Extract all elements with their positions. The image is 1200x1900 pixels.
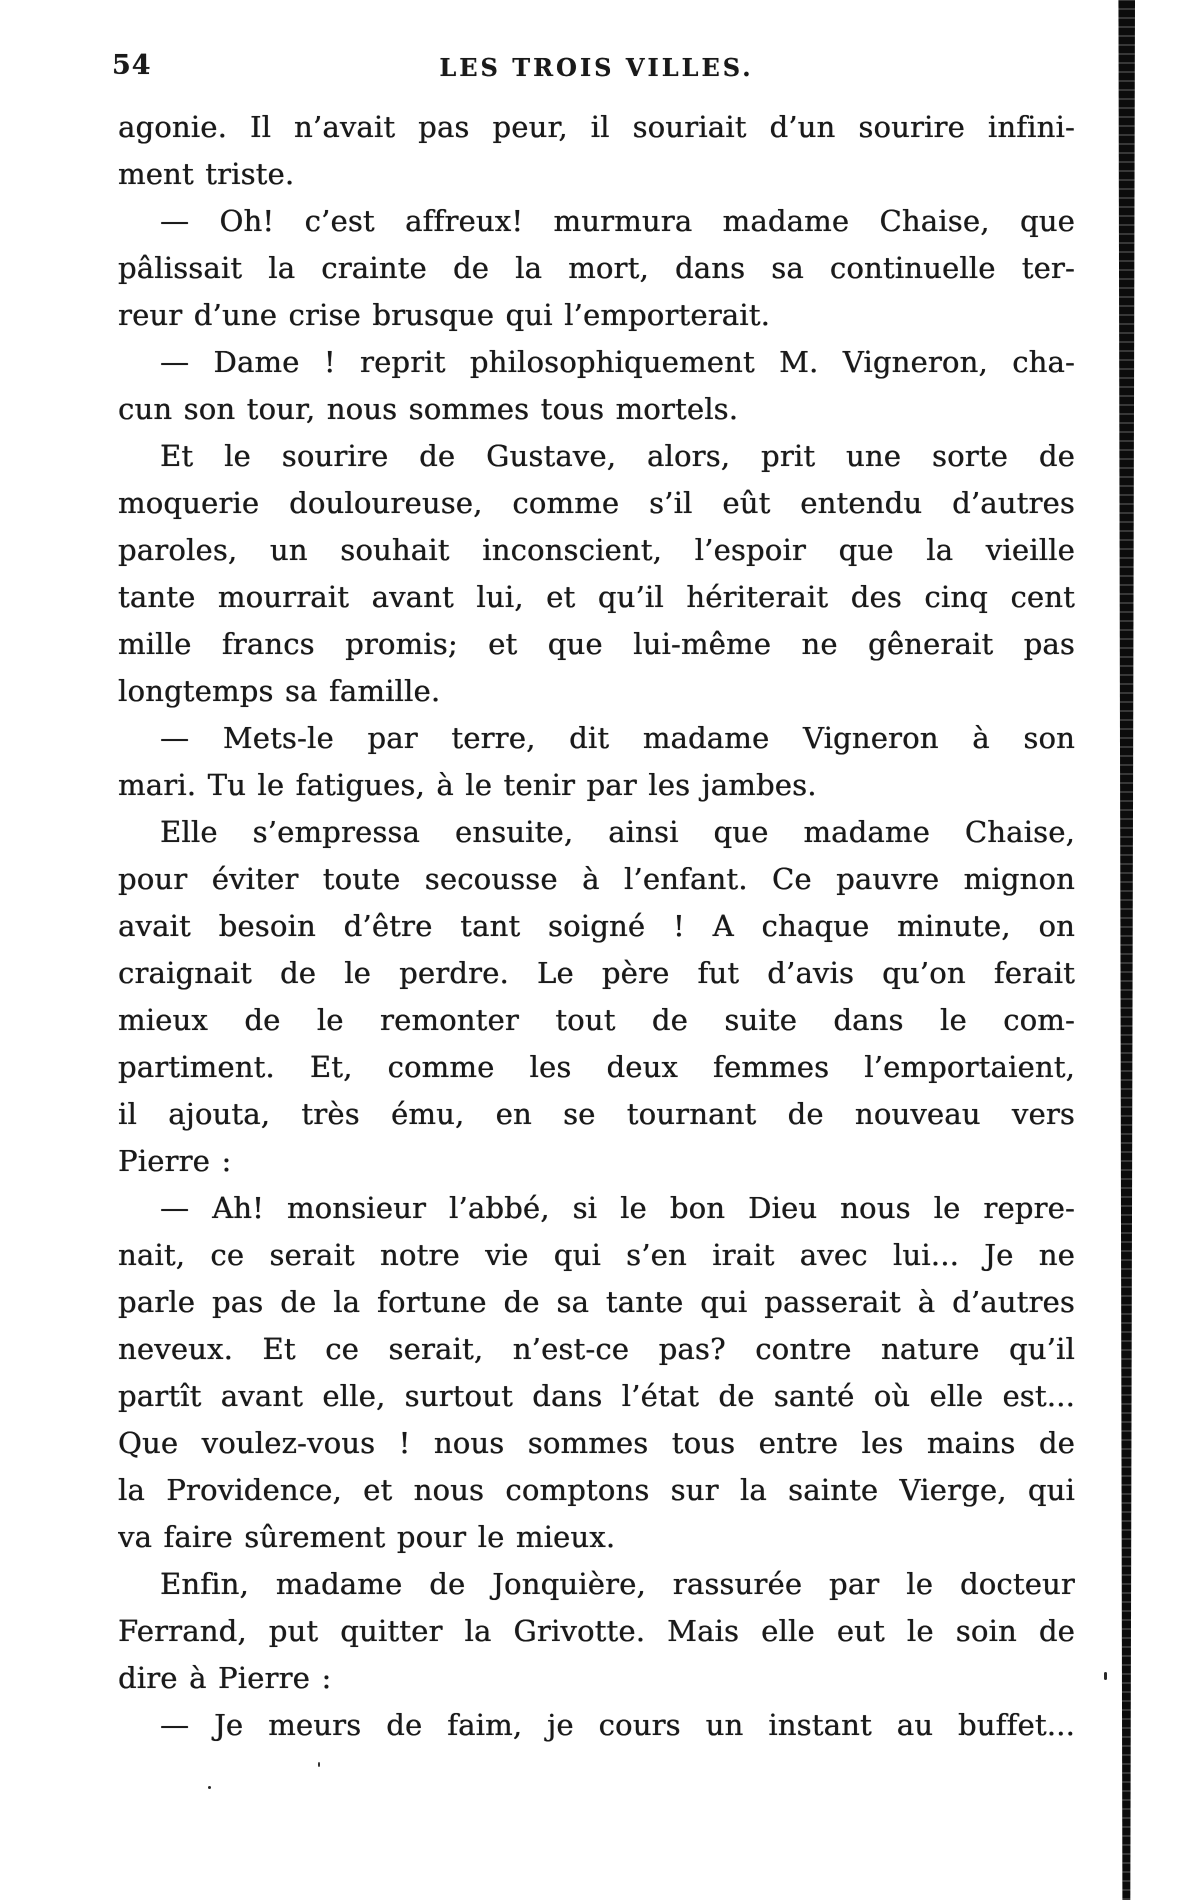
text-line: craignait de le perdre. Le père fut d’avis qu’on ferait [118,956,1075,990]
text-line: dire à Pierre : [118,1661,332,1695]
text-line: — Je meurs de faim, je cours un instant au buffet... [160,1708,1075,1742]
scan-speck [208,1786,211,1789]
text-line: nait, ce serait notre vie qui s’en irait avec lui... Je ne [118,1238,1075,1272]
text-line: tante mourrait avant lui, et qu’il hériterait des cinq cent [118,580,1075,614]
text-line: Elle s’empressa ensuite, ainsi que madame Chaise, [160,815,1075,849]
text-line: Et le sourire de Gustave, alors, prit une sorte de [160,439,1075,473]
text-line: avait besoin d’être tant soigné ! A chaque minute, on [118,909,1075,943]
text-line: Pierre : [118,1144,232,1178]
text-line: mille francs promis; et que lui-même ne gênerait pas [118,627,1075,661]
text-line: mieux de le remonter tout de suite dans le com- [118,1003,1075,1037]
text-line: cun son tour, nous sommes tous mortels. [118,392,739,426]
text-line: — Ah! monsieur l’abbé, si le bon Dieu nous le repre- [160,1191,1075,1225]
running-title: LES TROIS VILLES. [439,53,754,82]
text-line: il ajouta, très ému, en se tournant de nouveau vers [118,1097,1075,1131]
text-line: Que voulez-vous ! nous sommes tous entre les mains de [118,1426,1075,1460]
scan-speck [318,1762,320,1767]
text-line: va faire sûrement pour le mieux. [118,1520,616,1554]
text-line: partiment. Et, comme les deux femmes l’emportaient, [118,1050,1075,1084]
text-line: — Oh! c’est affreux! murmura madame Chaise, que [160,204,1075,238]
text-line: Enfin, madame de Jonquière, rassurée par le docteur [160,1567,1075,1601]
text-line: partît avant elle, surtout dans l’état de santé où elle est... [118,1379,1075,1413]
scan-speck [1104,1672,1107,1680]
text-line: mari. Tu le fatigues, à le tenir par les jambes. [118,768,817,802]
text-line: la Providence, et nous comptons sur la sainte Vierge, qui [118,1473,1075,1507]
text-line: agonie. Il n’avait pas peur, il souriait d’un sourire infini- [118,110,1075,144]
text-line: moquerie douloureuse, comme s’il eût entendu d’autres [118,486,1075,520]
text-line: ment triste. [118,157,295,191]
text-line: — Mets-le par terre, dit madame Vigneron à son [160,721,1075,755]
text-line: parle pas de la fortune de sa tante qui passerait à d’autres [118,1285,1075,1319]
text-line: pour éviter toute secousse à l’enfant. Ce pauvre mignon [118,862,1075,896]
text-line: pâlissait la crainte de la mort, dans sa continuelle ter- [118,251,1075,285]
text-line: neveux. Et ce serait, n’est-ce pas? contre nature qu’il [118,1332,1075,1366]
text-line: Ferrand, put quitter la Grivotte. Mais elle eut le soin de [118,1614,1075,1648]
text-line: — Dame ! reprit philosophiquement M. Vigneron, cha- [160,345,1075,379]
page-number: 54 [112,50,152,81]
scan-edge-artifact [1117,0,1135,1900]
text-line: paroles, un souhait inconscient, l’espoir que la vieille [118,533,1075,567]
text-line: longtemps sa famille. [118,674,441,708]
text-line: reur d’une crise brusque qui l’emporterait. [118,298,771,332]
text-block [118,104,1075,1749]
